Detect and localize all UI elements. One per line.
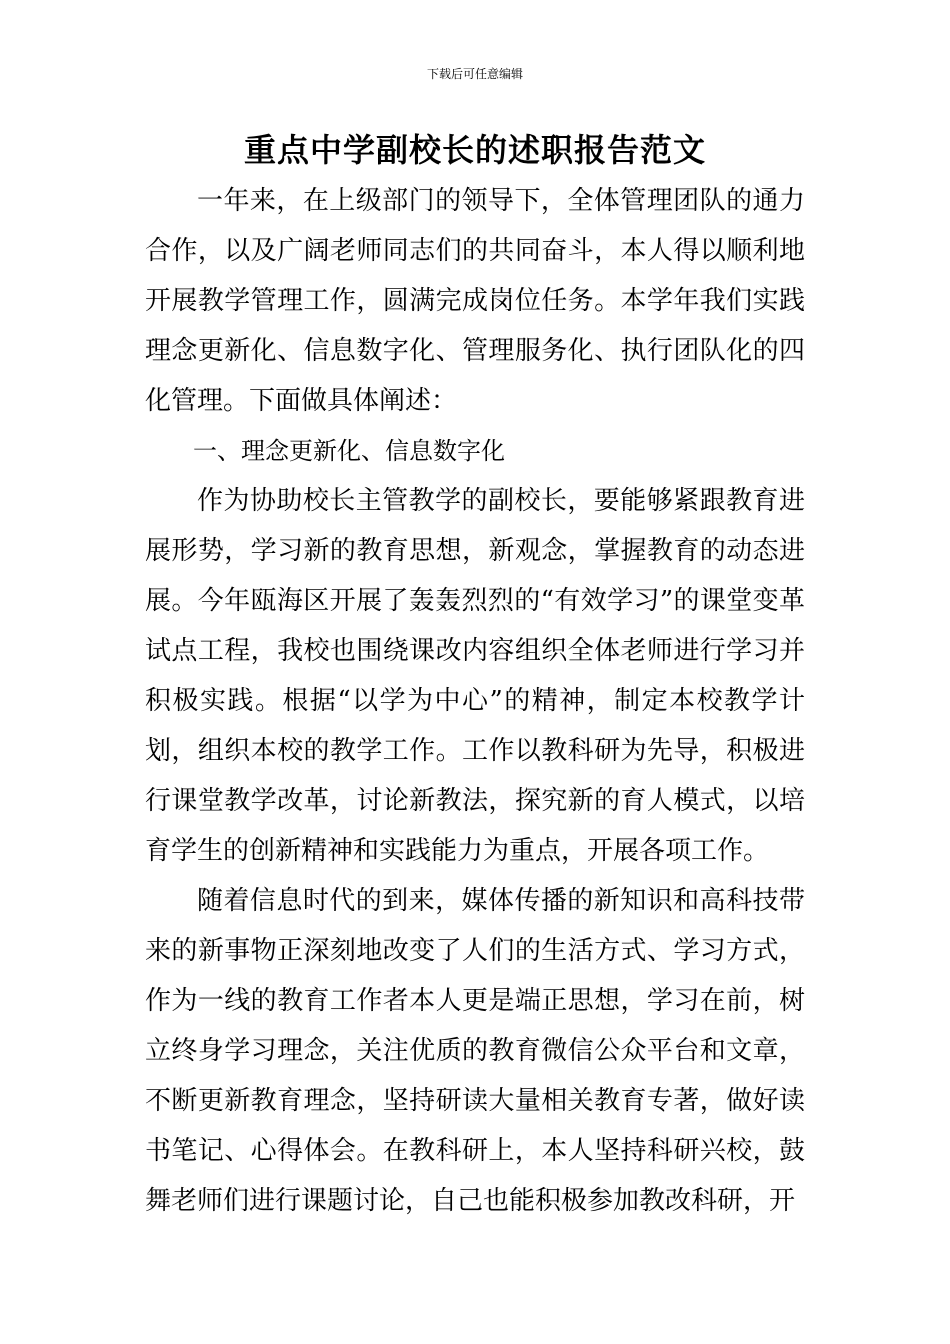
paragraph-section-1a: 作为协助校长主管教学的副校长，要能够紧跟教育进展形势，学习新的教育思想，新观念，掌握教育的动态进展。今年瓯海区开展了轰轰烈烈的“有效学习”的课堂变革试点工程，我校也围绕课改内容组织全体老师进行学习并积极实践。根据“以学为中心”的精神，制定本校教学计划，组织本校的教学工作。工作以教科研为先导，积极进行课堂教学改革，讨论新教法，探究新的育人模式，以培育学生的创新精神和实践能力为重点，开展各项工作。 [145, 486, 805, 866]
paragraph-section-1b: 随着信息时代的到来，媒体传播的新知识和高科技带来的新事物正深刻地改变了人们的生活方式、学习方式，作为一线的教育工作者本人更是端正思想，学习在前，树立终身学习理念，关注优质的教育微信公众平台和文章，不断更新教育理念，坚持研读大量相关教育专著，做好读书笔记、心得体会。在教科研上，本人坚持科研兴校，鼓舞老师们进行课题讨论，自己也能积极参加教改科研，开 [145, 886, 805, 1216]
section-heading-1: 一、理念更新化、信息数字化 [193, 437, 505, 465]
document-title: 重点中学副校长的述职报告范文 [243, 131, 706, 169]
paragraph-intro: 一年来，在上级部门的领导下，全体管理团队的通力合作，以及广阔老师同志们的共同奋斗，本人得以顺利地开展教学管理工作，圆满完成岗位任务。本学年我们实践理念更新化、信息数字化、管理服务化、执行团队化的四化管理。下面做具体阐述： [145, 186, 805, 416]
document-body [145, 176, 805, 1226]
header-note: 下载后可任意编辑 [426, 67, 523, 81]
